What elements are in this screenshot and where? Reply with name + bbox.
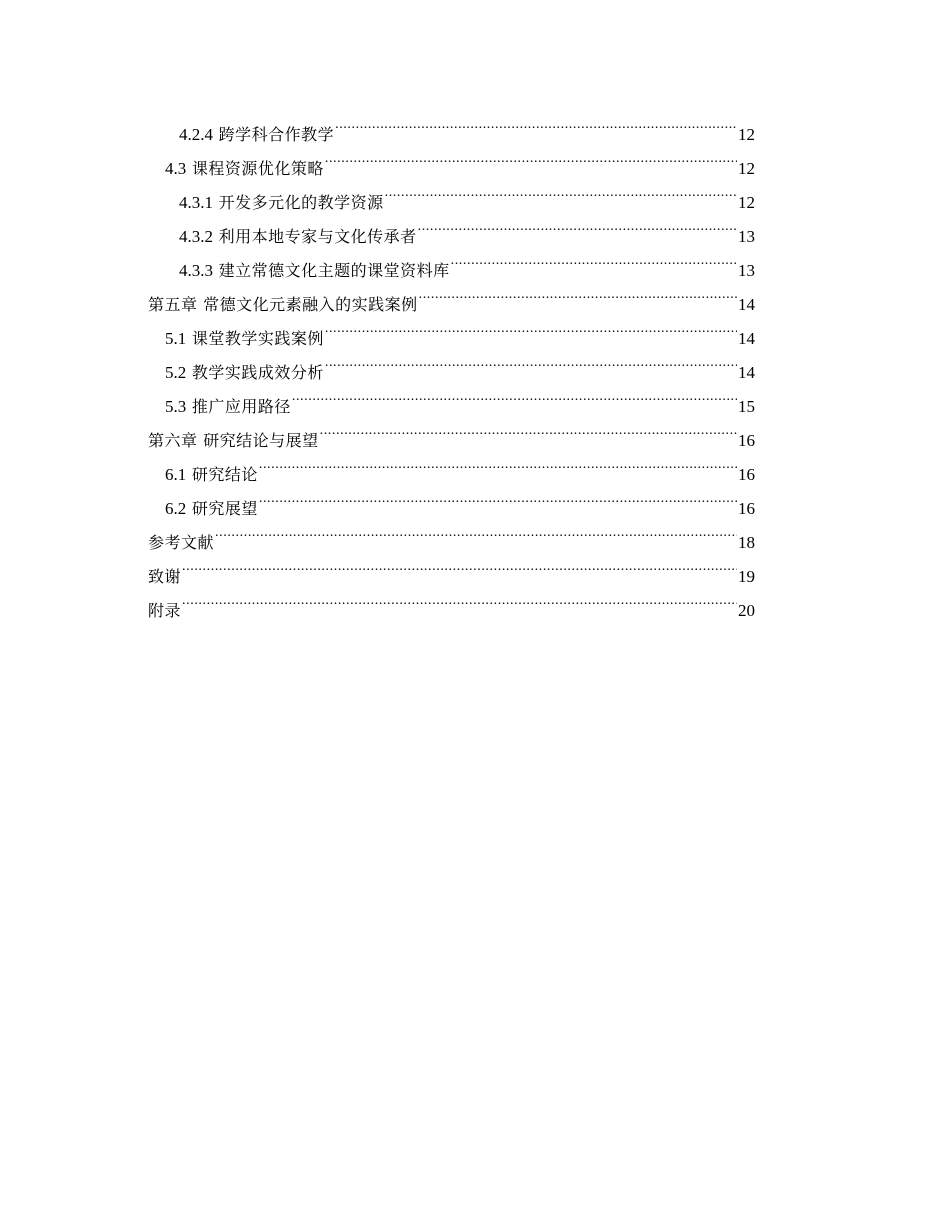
toc-entry-title: 开发多元化的教学资源 — [218, 193, 384, 212]
toc-entry-label — [179, 118, 334, 152]
toc-leader-dots — [182, 548, 737, 582]
toc-entry-page: 13 — [738, 227, 755, 246]
toc-leader-dots — [320, 412, 737, 446]
toc-leader-dots — [259, 446, 737, 480]
toc-entry-title: 跨学科合作教学 — [218, 125, 335, 144]
toc-entry-page: 18 — [738, 533, 755, 552]
toc-entry-number: 6.2 — [165, 499, 187, 518]
toc-entry-page: 13 — [738, 261, 755, 280]
toc-leader-dots — [418, 208, 737, 242]
toc-entry-title: 第五章 常德文化元素融入的实践案例 — [148, 295, 418, 314]
toc-entry-label — [179, 254, 450, 288]
toc-leader-dots — [325, 344, 737, 378]
toc-entry-label — [165, 390, 291, 424]
toc-entry-label — [179, 220, 417, 254]
toc-entry-page: 14 — [738, 329, 755, 348]
toc-entry-references[interactable] — [148, 514, 755, 552]
toc-entry-title: 附录 — [148, 601, 182, 620]
toc-entry-page: 20 — [738, 601, 755, 620]
toc-entry-title: 课堂教学实践案例 — [191, 329, 324, 348]
toc-entry-4-2-4[interactable] — [148, 106, 755, 144]
toc-entry-page: 12 — [738, 125, 755, 144]
toc-entry-number: 5.1 — [165, 329, 187, 348]
toc-entry-label — [165, 458, 258, 492]
toc-entry-number: 4.3.1 — [179, 193, 213, 212]
toc-entry-title: 推广应用路径 — [191, 397, 291, 416]
toc-leader-dots — [259, 480, 737, 514]
toc-entry-page: 15 — [738, 397, 755, 416]
toc-leader-dots — [325, 140, 737, 174]
toc-entry-acknowledgements[interactable] — [148, 548, 755, 586]
toc-entry-appendix[interactable] — [148, 582, 755, 620]
toc-entry-number: 4.3.3 — [179, 261, 213, 280]
toc-leader-dots — [335, 106, 737, 140]
toc-entry-label — [165, 152, 324, 186]
toc-entry-number: 5.3 — [165, 397, 187, 416]
toc-entry-page: 16 — [738, 499, 755, 518]
toc-leader-dots — [182, 582, 737, 616]
toc-leader-dots — [419, 276, 737, 310]
toc-leader-dots — [325, 310, 737, 344]
toc-entry-page: 19 — [738, 567, 755, 586]
toc-entry-title: 研究展望 — [191, 499, 258, 518]
toc-leader-dots — [385, 174, 737, 208]
toc-entry-page: 14 — [738, 295, 755, 314]
toc-entry-page: 12 — [738, 193, 755, 212]
toc-entry-number: 5.2 — [165, 363, 187, 382]
toc-entry-page: 16 — [738, 431, 755, 450]
toc-entry-label — [165, 322, 324, 356]
toc-leader-dots — [292, 378, 737, 412]
table-of-contents — [148, 106, 755, 620]
toc-leader-dots — [451, 242, 737, 276]
toc-entry-title: 建立常德文化主题的课堂资料库 — [218, 261, 450, 280]
toc-entry-number: 4.2.4 — [179, 125, 213, 144]
toc-entry-page: 16 — [738, 465, 755, 484]
toc-entry-page: 12 — [738, 159, 755, 178]
toc-entry-title: 利用本地专家与文化传承者 — [218, 227, 417, 246]
toc-entry-title: 课程资源优化策略 — [191, 159, 324, 178]
toc-entry-number: 4.3.2 — [179, 227, 213, 246]
toc-entry-title: 第六章 研究结论与展望 — [148, 431, 319, 450]
toc-entry-page: 14 — [738, 363, 755, 382]
toc-leader-dots — [215, 514, 737, 548]
toc-entry-number: 4.3 — [165, 159, 187, 178]
toc-entry-title: 参考文献 — [148, 533, 215, 552]
toc-entry-title: 致谢 — [148, 567, 182, 586]
toc-entry-title: 教学实践成效分析 — [191, 363, 324, 382]
toc-entry-label — [179, 186, 384, 220]
toc-entry-number: 6.1 — [165, 465, 187, 484]
toc-entry-title: 研究结论 — [191, 465, 258, 484]
